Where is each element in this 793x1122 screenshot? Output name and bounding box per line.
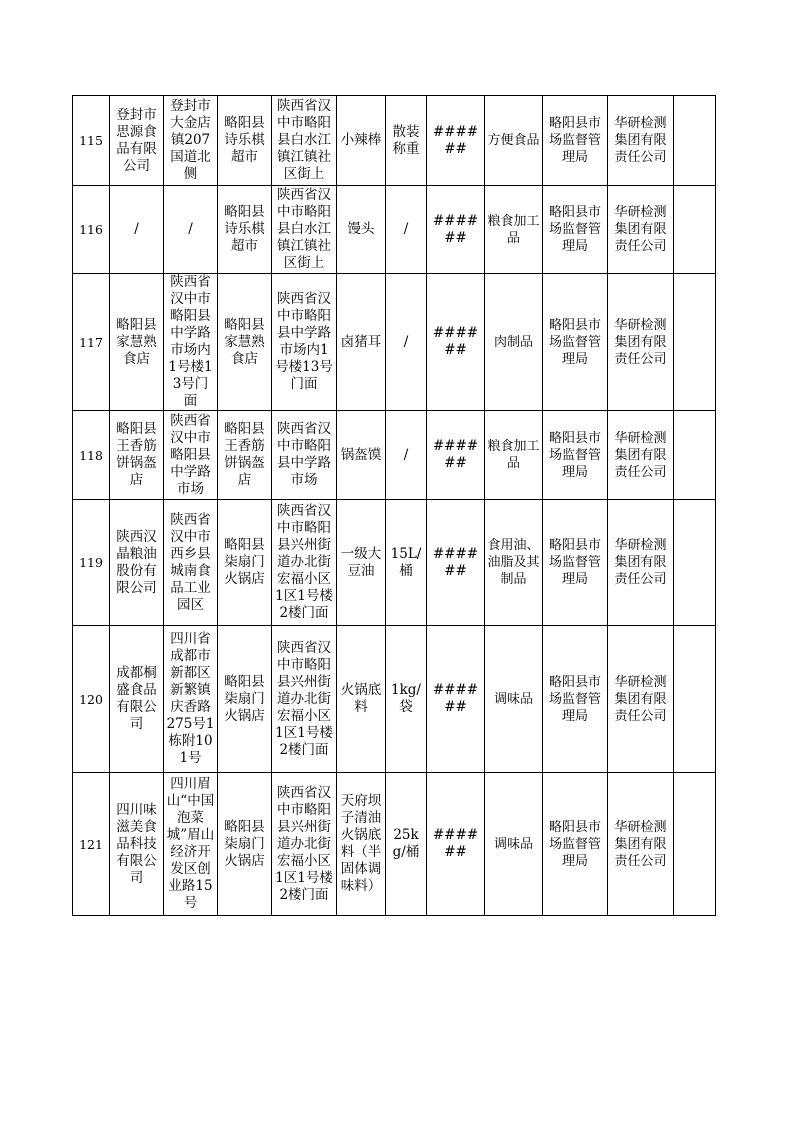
production-date-text: ######	[432, 325, 479, 358]
table-row	[73, 773, 716, 916]
food-category-text: 食用油、油脂及其制品	[487, 538, 540, 587]
food-name-cell	[337, 773, 386, 916]
row-number	[73, 186, 110, 274]
specification-text: 1kg/袋	[391, 682, 421, 715]
seller-name-text: 略阳县诗乐棋超市	[224, 204, 265, 254]
food-name-text: 锅盔馍	[340, 446, 382, 463]
remark-cell	[674, 773, 716, 916]
production-date-text: ######	[432, 682, 479, 715]
producer-name-cell	[110, 411, 164, 500]
lab-text: 华研检测集团有限责任公司	[614, 317, 667, 367]
producer-name-cell	[110, 773, 164, 916]
production-date-text: ######	[432, 545, 479, 579]
producer-name-cell	[110, 500, 164, 626]
seller-name-cell	[218, 411, 272, 500]
seller-address-cell	[272, 626, 337, 773]
production-date-text: ######	[432, 212, 479, 246]
lab-cell	[608, 96, 674, 186]
seller-address-text: 陕西省汉中市略阳县中学路市场	[277, 421, 331, 488]
food-name-text: 小辣棒	[340, 132, 382, 148]
seller-address-cell	[272, 96, 337, 186]
food-name-text: 火锅底料	[340, 682, 382, 715]
producer-address-cell	[164, 411, 218, 500]
producer-address-text: 陕西省汉中市略阳县中学路市场	[170, 412, 211, 497]
food-name-cell	[337, 96, 386, 186]
row-number: 119	[79, 555, 103, 570]
row-number	[73, 626, 110, 773]
production-date-cell	[427, 274, 485, 411]
specification-text: 25kg/桶	[392, 827, 420, 860]
seller-name-cell	[218, 500, 272, 626]
lab-text: 华研检测集团有限责任公司	[614, 674, 667, 724]
lab-cell	[608, 500, 674, 626]
producer-name-text: 略阳县家慧熟食店	[116, 316, 157, 367]
lab-cell	[608, 626, 674, 773]
lab-text: 华研检测集团有限责任公司	[614, 819, 667, 869]
agency-cell	[543, 274, 608, 411]
row-number	[73, 773, 110, 916]
remark-cell	[674, 96, 716, 186]
food-category-text: 粮食加工品	[487, 213, 540, 246]
food-name-cell	[337, 411, 386, 500]
seller-name-text: 略阳县柒扇门火锅店	[224, 537, 265, 587]
producer-address-cell	[164, 626, 218, 773]
producer-name-text: 四川味滋美食品科技有限公司	[116, 801, 157, 886]
food-category-text: 粮食加工品	[487, 439, 540, 471]
food-name-cell	[337, 186, 386, 274]
table-row	[73, 186, 716, 274]
food-category-cell	[485, 773, 543, 916]
producer-address-text: /	[188, 221, 193, 237]
remark-cell	[674, 186, 716, 274]
row-number: 115	[79, 133, 103, 148]
seller-address-cell	[272, 773, 337, 916]
specification-cell	[386, 411, 427, 500]
food-name-text: 卤猪耳	[340, 333, 382, 350]
seller-name-cell	[218, 96, 272, 186]
agency-text: 略阳县市场监督管理局	[548, 116, 601, 165]
table-row	[73, 274, 716, 411]
seller-address-text: 陕西省汉中市略阳县白水江镇江镇社区街上	[277, 187, 331, 271]
agency-text: 略阳县市场监督管理局	[548, 317, 601, 367]
table-row	[73, 626, 716, 773]
seller-name-text: 略阳县柒扇门火锅店	[224, 673, 265, 724]
row-number	[73, 96, 110, 186]
seller-name-cell	[218, 186, 272, 274]
row-number: 120	[79, 691, 103, 707]
row-number	[73, 274, 110, 411]
agency-cell	[543, 773, 608, 916]
producer-name-text: /	[134, 221, 139, 237]
producer-name-cell	[110, 626, 164, 773]
production-date-cell	[427, 500, 485, 626]
food-name-cell	[337, 274, 386, 411]
lab-cell	[608, 773, 674, 916]
seller-name-text: 略阳县王香筋饼锅盔店	[224, 421, 265, 488]
food-category-cell	[485, 186, 543, 274]
seller-address-cell	[272, 411, 337, 500]
production-date-text: ######	[432, 123, 479, 157]
food-category-cell	[485, 96, 543, 186]
producer-address-cell	[164, 500, 218, 626]
specification-cell	[386, 500, 427, 626]
agency-text: 略阳县市场监督管理局	[548, 538, 601, 587]
lab-text: 华研检测集团有限责任公司	[614, 538, 667, 587]
producer-name-cell	[110, 96, 164, 186]
table-row	[73, 500, 716, 626]
seller-address-text: 陕西省汉中市略阳县兴州街道办北街宏福小区1区1号楼2楼门面	[275, 639, 333, 758]
producer-address-text: 登封市大金店镇207国道北侧	[170, 98, 211, 182]
producer-name-text: 登封市思源食品有限公司	[116, 106, 157, 174]
production-date-cell	[427, 773, 485, 916]
food-name-cell	[337, 626, 386, 773]
food-category-cell	[485, 274, 543, 411]
food-category-cell	[485, 500, 543, 626]
remark-cell	[674, 274, 716, 411]
seller-address-text: 陕西省汉中市略阳县兴州街道办北街宏福小区1区1号楼2楼门面	[275, 784, 333, 903]
producer-name-text: 陕西汉晶粮油股份有限公司	[116, 528, 157, 596]
producer-name-cell	[110, 274, 164, 411]
producer-address-text: 四川眉山“中国泡菜城”眉山经济开发区创业路15号	[166, 776, 215, 911]
specification-text: /	[403, 333, 409, 350]
production-date-cell	[427, 186, 485, 274]
seller-address-cell	[272, 186, 337, 274]
production-date-cell	[427, 96, 485, 186]
agency-cell	[543, 500, 608, 626]
seller-name-cell	[218, 773, 272, 916]
food-name-text: 一级大豆油	[340, 545, 382, 579]
seller-name-cell	[218, 274, 272, 411]
producer-name-cell	[110, 186, 164, 274]
food-name-text: 天府坝子清油火锅底料（半固体调味料）	[340, 793, 382, 894]
specification-text: /	[403, 446, 409, 463]
food-category-cell	[485, 411, 543, 500]
producer-address-cell	[164, 96, 218, 186]
producer-name-text: 成都桐盛食品有限公司	[116, 665, 157, 732]
seller-address-cell	[272, 500, 337, 626]
specification-text: 15L/桶	[390, 545, 422, 579]
remark-cell	[674, 626, 716, 773]
agency-cell	[543, 186, 608, 274]
seller-address-text: 陕西省汉中市略阳县兴州街道办北街宏福小区1区1号楼2楼门面	[275, 503, 333, 621]
table-row	[73, 96, 716, 186]
producer-address-cell	[164, 186, 218, 274]
production-date-cell	[427, 626, 485, 773]
producer-address-text: 陕西省汉中市西乡县城南食品工业园区	[170, 511, 211, 613]
food-category-text: 调味品	[493, 691, 533, 707]
agency-text: 略阳县市场监督管理局	[548, 819, 601, 869]
food-category-cell	[485, 626, 543, 773]
specification-cell	[386, 96, 427, 186]
producer-address-text: 陕西省汉中市略阳县中学路市场内1号楼13号门面	[168, 274, 213, 409]
food-name-text: 馒头	[347, 221, 375, 237]
agency-cell	[543, 626, 608, 773]
row-number: 117	[79, 334, 103, 350]
lab-cell	[608, 411, 674, 500]
specification-text: /	[403, 221, 409, 237]
row-number	[73, 411, 110, 500]
seller-address-cell	[272, 274, 337, 411]
lab-text: 华研检测集团有限责任公司	[614, 430, 667, 480]
producer-address-cell	[164, 274, 218, 411]
seller-name-text: 略阳县柒扇门火锅店	[224, 818, 265, 869]
producer-name-text: 略阳县王香筋饼锅盔店	[116, 421, 157, 488]
lab-cell	[608, 186, 674, 274]
lab-text: 华研检测集团有限责任公司	[614, 116, 667, 165]
lab-text: 华研检测集团有限责任公司	[614, 205, 667, 254]
inspection-table	[72, 95, 716, 916]
agency-text: 略阳县市场监督管理局	[548, 674, 601, 724]
agency-cell	[543, 411, 608, 500]
table-row	[73, 411, 716, 500]
producer-address-cell	[164, 773, 218, 916]
production-date-cell	[427, 411, 485, 500]
row-number: 121	[79, 836, 103, 852]
lab-cell	[608, 274, 674, 411]
seller-address-text: 陕西省汉中市略阳县白水江镇江镇社区街上	[277, 98, 331, 182]
row-number	[73, 500, 110, 626]
seller-address-text: 陕西省汉中市略阳县中学路市场内1号楼13号门面	[275, 291, 333, 392]
agency-text: 略阳县市场监督管理局	[548, 430, 601, 480]
specification-cell	[386, 773, 427, 916]
seller-name-text: 略阳县家慧熟食店	[224, 316, 265, 367]
food-name-cell	[337, 500, 386, 626]
specification-cell	[386, 186, 427, 274]
production-date-text: ######	[432, 438, 479, 471]
row-number: 116	[79, 222, 103, 237]
production-date-text: ######	[432, 827, 479, 860]
remark-cell	[674, 500, 716, 626]
food-category-text: 肉制品	[493, 334, 533, 350]
specification-cell	[386, 626, 427, 773]
producer-address-text: 四川省成都市新都区新繁镇庆香路275号1栋附101号	[166, 631, 215, 766]
seller-name-text: 略阳县诗乐棋超市	[224, 115, 265, 165]
seller-name-cell	[218, 626, 272, 773]
remark-cell	[674, 411, 716, 500]
agency-text: 略阳县市场监督管理局	[548, 205, 601, 254]
agency-cell	[543, 96, 608, 186]
food-category-text: 方便食品	[487, 133, 540, 148]
specification-text: 散装称重	[392, 123, 420, 157]
food-category-text: 调味品	[493, 836, 533, 852]
row-number: 118	[79, 447, 103, 463]
specification-cell	[386, 274, 427, 411]
